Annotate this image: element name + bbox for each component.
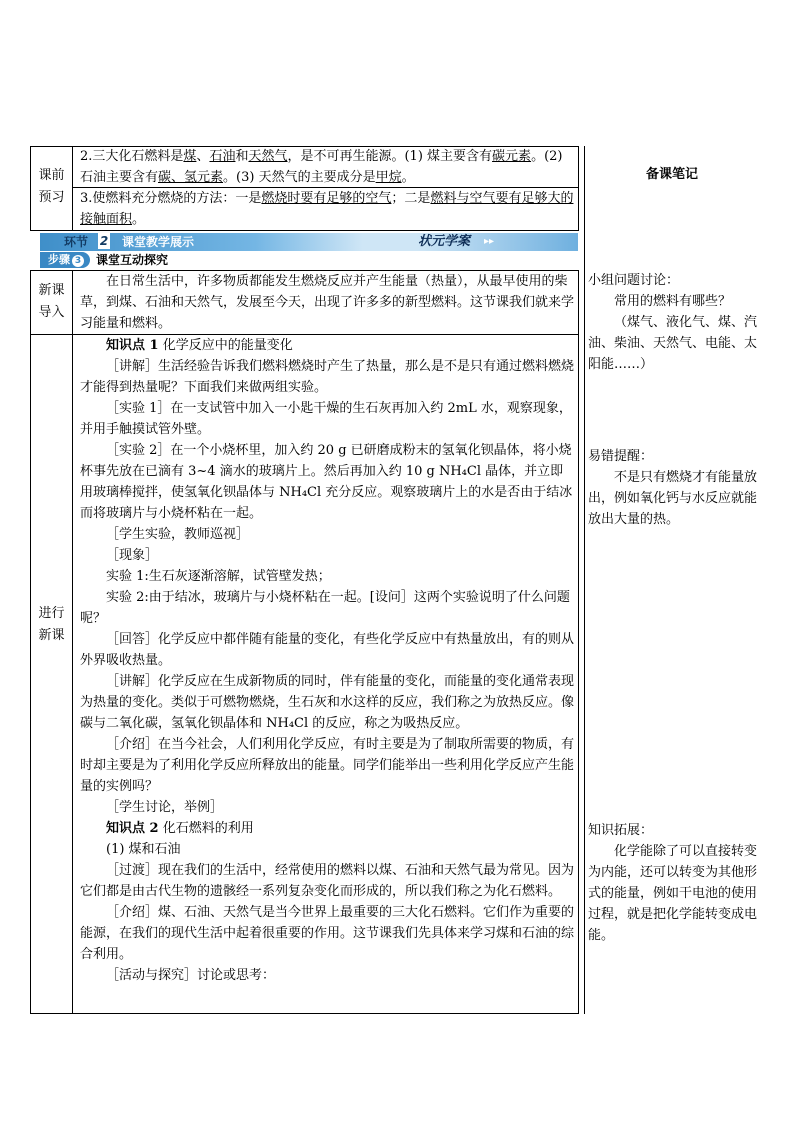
notes-column-title: 备课笔记 bbox=[645, 167, 698, 182]
double-arrow-icon: ▸▸ bbox=[484, 236, 495, 247]
intro-text: 在日常生活中，许多物质都能发生燃烧反应并产生能量（热量），从最早使用的柴草，到煤、石油和天然气，发展至今天，出现了许多多的新型燃料。这节课我们就来学习能量和燃料。 bbox=[80, 274, 575, 331]
note-title: 小组问题讨论： bbox=[588, 273, 680, 288]
lesson-paragraph: ［现象］ bbox=[106, 548, 159, 563]
banner-link-label: 环节 bbox=[64, 235, 89, 249]
intro-label: 新课 导入 bbox=[38, 283, 65, 320]
sidebar-divider bbox=[584, 146, 585, 1014]
lesson-body bbox=[80, 335, 575, 986]
note-text: 不是只有燃烧才有能量放出，例如氧化钙与水反应就能放出大量的热。 bbox=[588, 470, 758, 527]
lesson-paragraph: ［过渡］现在我们的生活中，经常使用的燃料以煤、石油和天然气最为常见。因为它们都是由古代生物的遗骸经一系列复杂变化而形成的，所以我们称之为化石燃料。 bbox=[80, 863, 575, 899]
note-title: 易错提醒： bbox=[588, 449, 654, 464]
lesson-label: 进行 新课 bbox=[38, 606, 65, 643]
note-title: 知识拓展： bbox=[588, 823, 654, 838]
lesson-paragraph: ［介绍］在当今社会，人们利用化学反应，有时主要是为了制取所需要的物质，有时却主要是为了利用化学反应所释放出的能量。同学们能举出一些利用化学反应产生能量的实例吗？ bbox=[80, 737, 575, 794]
step-badge: 步骤 3 bbox=[40, 252, 90, 268]
step-header bbox=[40, 252, 168, 268]
knowledge-point-1: 知识点 1 化学反应中的能量变化 bbox=[106, 338, 293, 353]
lesson-paragraph: ［介绍］煤、石油、天然气是当今世界上最重要的三大化石燃料。它们作为重要的能源，在我们的现代生活中起着很重要的作用。这节课我们先具体来学习煤和石油的综合利用。 bbox=[80, 905, 575, 962]
lesson-paragraph: 实验 2:由于结冰，玻璃片与小烧杯粘在一起。[设问］这两个实验说明了什么问题呢？ bbox=[80, 590, 570, 626]
lesson-paragraph: 实验 1:生石灰逐渐溶解，试管壁发热； bbox=[106, 569, 331, 584]
note-group-discussion bbox=[588, 270, 758, 375]
lesson-paragraph: ［学生讨论，举例］ bbox=[106, 800, 224, 815]
lesson-paragraph: ［活动与探究］讨论或思考： bbox=[106, 968, 276, 983]
lesson-paragraph: ［实验 1］在一支试管中加入一小匙干燥的生石灰再加入约 2mL 水，观察现象，并用手触摸试管外壁。 bbox=[80, 401, 572, 437]
lesson-paragraph: ［学生实验，教师巡视］ bbox=[106, 527, 250, 542]
lesson-paragraph: ［实验 2］在一个小烧杯里，加入约 20 g 已研磨成粉末的氢氧化钡晶体，将小烧杯事先放在已滴有 3~4 滴水的玻璃片上。然后再加入约 10 g NH₄Cl 晶体，并立即用玻璃棒搅拌，使氢氧化钡晶体与 NH₄Cl 充分反应。观察玻璃片上的水是否由于结冰而将玻璃片与小烧杯粘在一起。 bbox=[80, 443, 573, 521]
lesson-paragraph: ［回答］化学反应中都伴随有能量的变化，有些化学反应中有热量放出，有的则从外界吸收热量。 bbox=[80, 632, 575, 668]
step-title: 课堂互动探究 bbox=[96, 253, 169, 267]
note-text: 化学能除了可以直接转变为内能，还可以转变为其他形式的能量，例如干电池的使用过程，就是把化学能转变成电能。 bbox=[588, 844, 758, 943]
lesson-paragraph: (1) 煤和石油 bbox=[106, 842, 181, 857]
preclass-label: 课前 预习 bbox=[38, 168, 65, 205]
lesson-paragraph: ［讲解］生活经验告诉我们燃料燃烧时产生了热量，那么是不是只有通过燃料燃烧才能得到热量呢？下面我们来做两组实验。 bbox=[80, 359, 575, 395]
note-error-reminder bbox=[588, 446, 758, 530]
knowledge-point-2: 知识点 2 化石燃料的利用 bbox=[106, 821, 254, 836]
section-banner bbox=[40, 233, 578, 251]
lesson-paragraph: ［讲解］化学反应在生成新物质的同时，伴有能量的变化，而能量的变化通常表现为热量的变化。类似于可燃物燃烧，生石灰和水这样的反应，我们称之为放热反应。像碳与二氧化碳，氢氧化钡晶体和 NH₄Cl 的反应，称之为吸热反应。 bbox=[80, 674, 575, 731]
banner-number: 2 bbox=[99, 234, 109, 248]
banner-brand: 状元学案 bbox=[418, 234, 471, 249]
preclass-item-2: 2.三大化石燃料是煤、石油和天然气，是不可再生能源。(1) 煤主要含有碳元素。(2) 石油主要含有碳、氢元素。(3) 天然气的主要成分是甲烷。 bbox=[80, 149, 563, 185]
note-answer: （煤气、液化气、煤、汽油、柴油、天然气、电能、太阳能……） bbox=[588, 315, 758, 372]
note-knowledge-extension bbox=[588, 820, 758, 946]
banner-title: 课堂教学展示 bbox=[122, 235, 195, 249]
note-question: 常用的燃料有哪些？ bbox=[614, 294, 732, 309]
preclass-item-3: 3.使燃料充分燃烧的方法：一是燃烧时要有足够的空气；二是燃料与空气要有足够大的接触面积。 bbox=[80, 191, 574, 227]
